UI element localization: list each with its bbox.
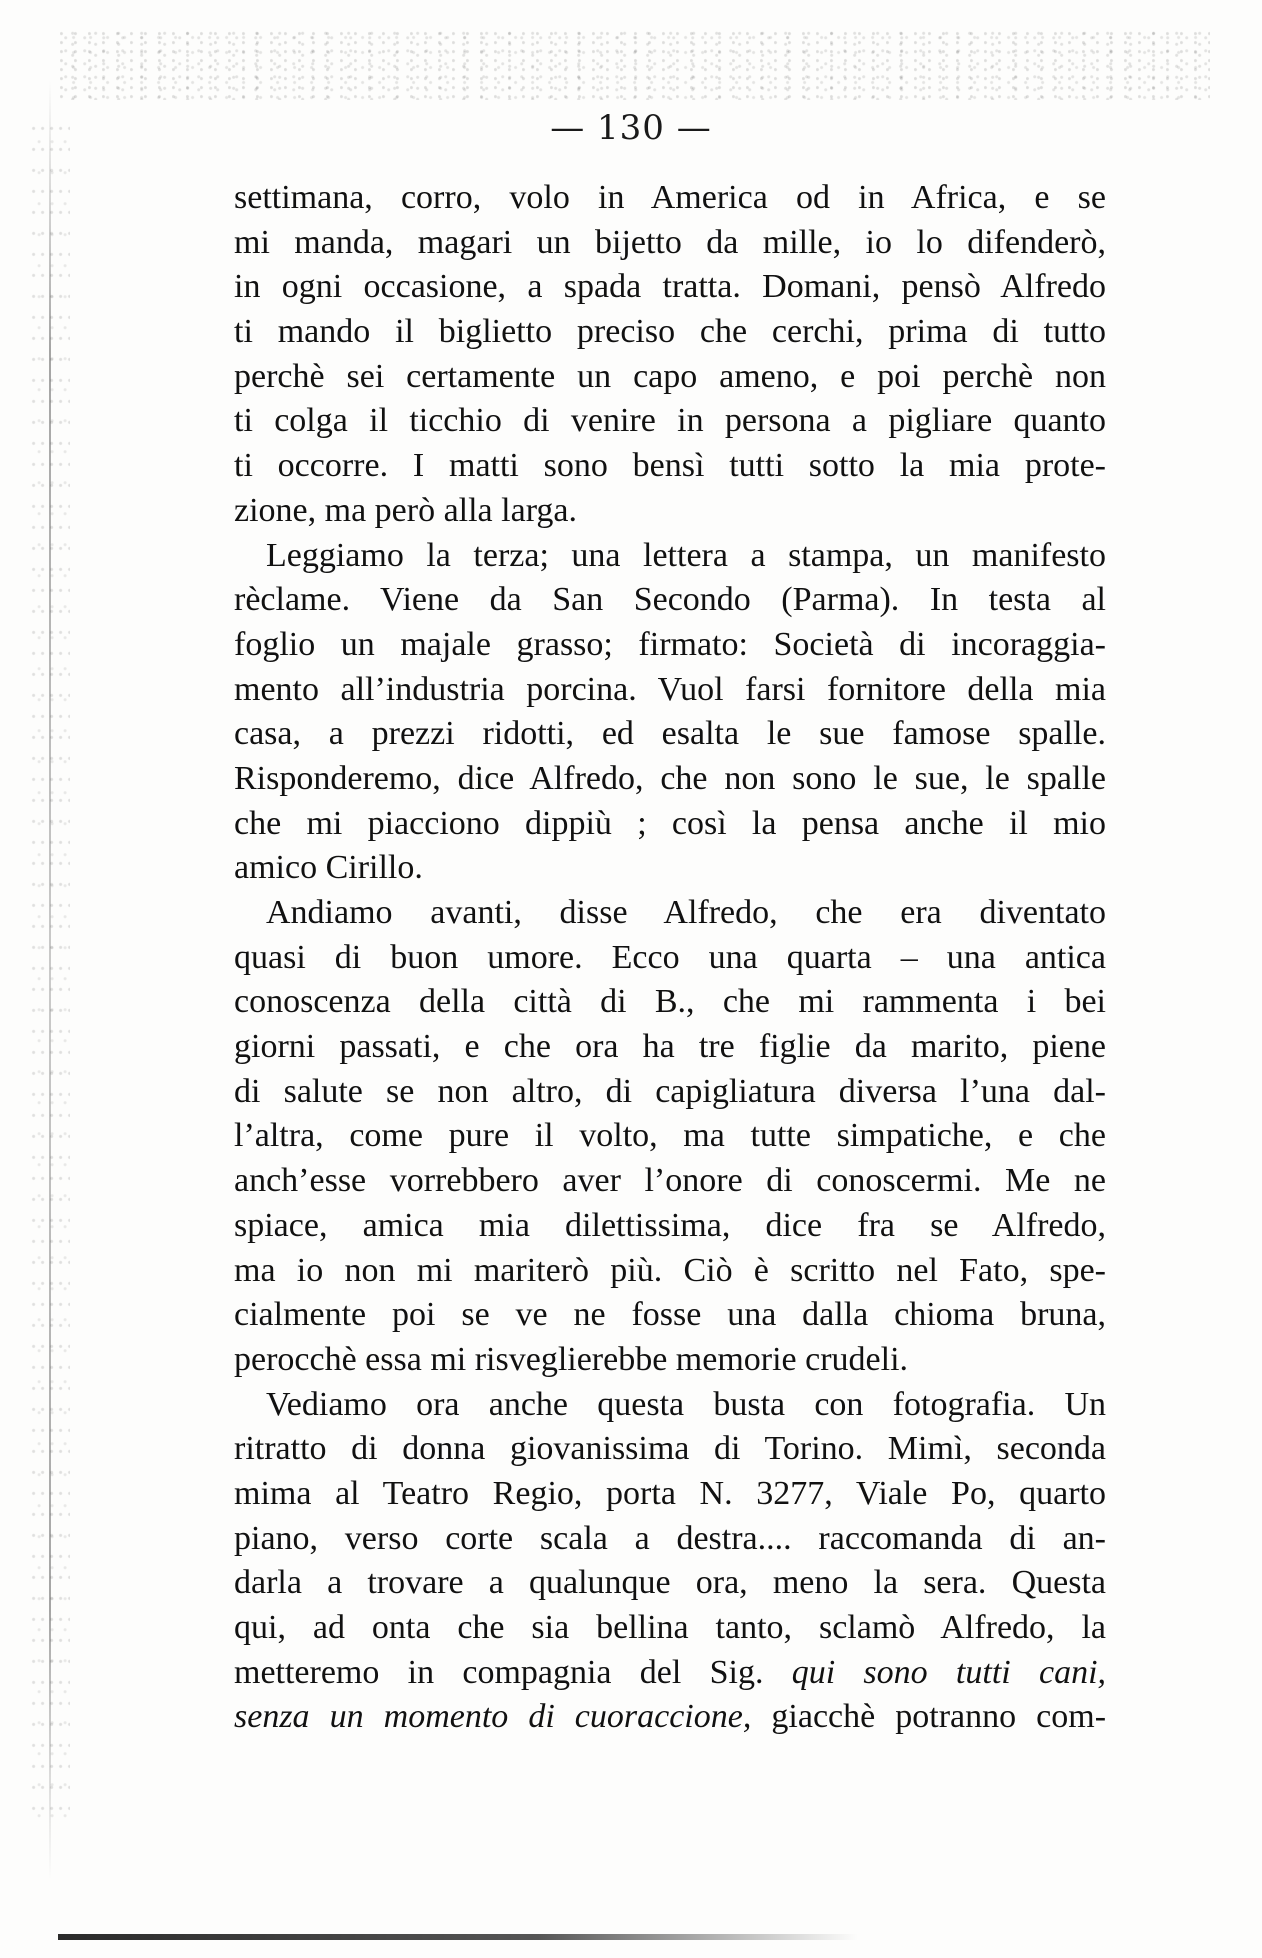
text-line-13: casa, a prezzi ridotti, ed esalta le sue famose spalle. bbox=[234, 715, 1106, 753]
text-line-35 bbox=[234, 1695, 1106, 1740]
text-line-12: mento all’industria porcina. Vuol farsi fornitore della mia bbox=[234, 670, 1106, 708]
text-line-25: ma io non mi mariterò più. Ciò è scritto nel Fato, spe- bbox=[234, 1251, 1106, 1289]
text-line-5: perchè sei certamente un capo ameno, e poi perchè non bbox=[234, 357, 1106, 395]
text-line-34-italic: qui sono tutti cani, bbox=[791, 1653, 1107, 1691]
text-line-15: che mi piacciono dippiù ; così la pensa anche il mio bbox=[234, 804, 1106, 842]
text-line-28: Vediamo ora anche questa busta con fotografia. Un bbox=[266, 1385, 1106, 1423]
text-line-35-italic: senza un momento di cuoraccione, bbox=[234, 1698, 752, 1736]
text-line-24: spiace, amica mia dilettissima, dice fra se Alfredo, bbox=[234, 1206, 1106, 1244]
text-line-32: darla a trovare a qualunque ora, meno la sera. Questa bbox=[234, 1564, 1106, 1602]
page-edge-line bbox=[49, 80, 51, 1880]
text-line-33: qui, ad onta che sia bellina tanto, sclamò Alfredo, la bbox=[234, 1609, 1106, 1646]
text-line-26: cialmente poi se ve ne fosse una dalla chioma bruna, bbox=[234, 1296, 1106, 1334]
text-line-21: di salute se non altro, di capigliatura diversa l’una dal- bbox=[234, 1072, 1106, 1110]
text-line-16: amico Cirillo. bbox=[234, 849, 423, 887]
scan-noise-top bbox=[60, 30, 1210, 100]
text-line-23: anch’esse vorrebbero aver l’onore di conoscermi. Me ne bbox=[234, 1162, 1106, 1200]
body-text bbox=[234, 176, 1106, 1740]
text-line-31: piano, verso corte scala a destra.... raccomanda di an- bbox=[234, 1519, 1106, 1557]
text-line-34 bbox=[234, 1651, 1106, 1696]
text-line-35-roman: giacchè potranno com- bbox=[771, 1698, 1107, 1736]
text-line-6: ti colga il ticchio di venire in persona a pigliare quanto bbox=[234, 402, 1106, 440]
text-line-17: Andiamo avanti, disse Alfredo, che era diventato bbox=[266, 894, 1106, 931]
text-line-22: l’altra, come pure il volto, ma tutte simpatiche, e che bbox=[234, 1117, 1106, 1155]
text-line-4: ti mando il biglietto preciso che cerchi, prima di tutto bbox=[234, 313, 1106, 351]
text-line-14: Risponderemo, dice Alfredo, che non sono le sue, le spalle bbox=[234, 759, 1106, 797]
text-line-11: foglio un majale grasso; firmato: Società di incoraggia- bbox=[234, 625, 1106, 663]
page-number: — 130 — bbox=[550, 108, 712, 148]
text-line-2: mi manda, magari un bijetto da mille, io lo difenderò, bbox=[234, 223, 1106, 261]
text-line-10: rèclame. Viene da San Secondo (Parma). In testa al bbox=[234, 581, 1106, 619]
text-line-8: zione, ma però alla larga. bbox=[234, 491, 577, 529]
text-line-27: perocchè essa mi risveglierebbe memorie crudeli. bbox=[234, 1340, 909, 1378]
text-line-29: ritratto di donna giovanissima di Torino. Mimì, seconda bbox=[234, 1430, 1106, 1468]
text-line-9: Leggiamo la terza; una lettera a stampa, un manifesto bbox=[266, 536, 1106, 574]
text-line-34-roman: metteremo in compagnia del Sig. bbox=[234, 1653, 764, 1691]
text-line-19: conoscenza della città di B., che mi rammenta i bei bbox=[234, 983, 1106, 1021]
text-line-18: quasi di buon umore. Ecco una quarta – una antica bbox=[234, 938, 1106, 976]
text-line-30: mima al Teatro Regio, porta N. 3277, Viale Po, quarto bbox=[234, 1474, 1106, 1512]
bottom-rule bbox=[58, 1934, 858, 1940]
text-line-3: in ogni occasione, a spada tratta. Domani, pensò Alfredo bbox=[234, 268, 1106, 306]
text-line-7: ti occorre. I matti sono bensì tutti sotto la mia prote- bbox=[234, 447, 1106, 485]
text-line-20: giorni passati, e che ora ha tre figlie da marito, piene bbox=[234, 1028, 1106, 1066]
text-line-1: settimana, corro, volo in America od in Africa, e se bbox=[234, 179, 1106, 216]
